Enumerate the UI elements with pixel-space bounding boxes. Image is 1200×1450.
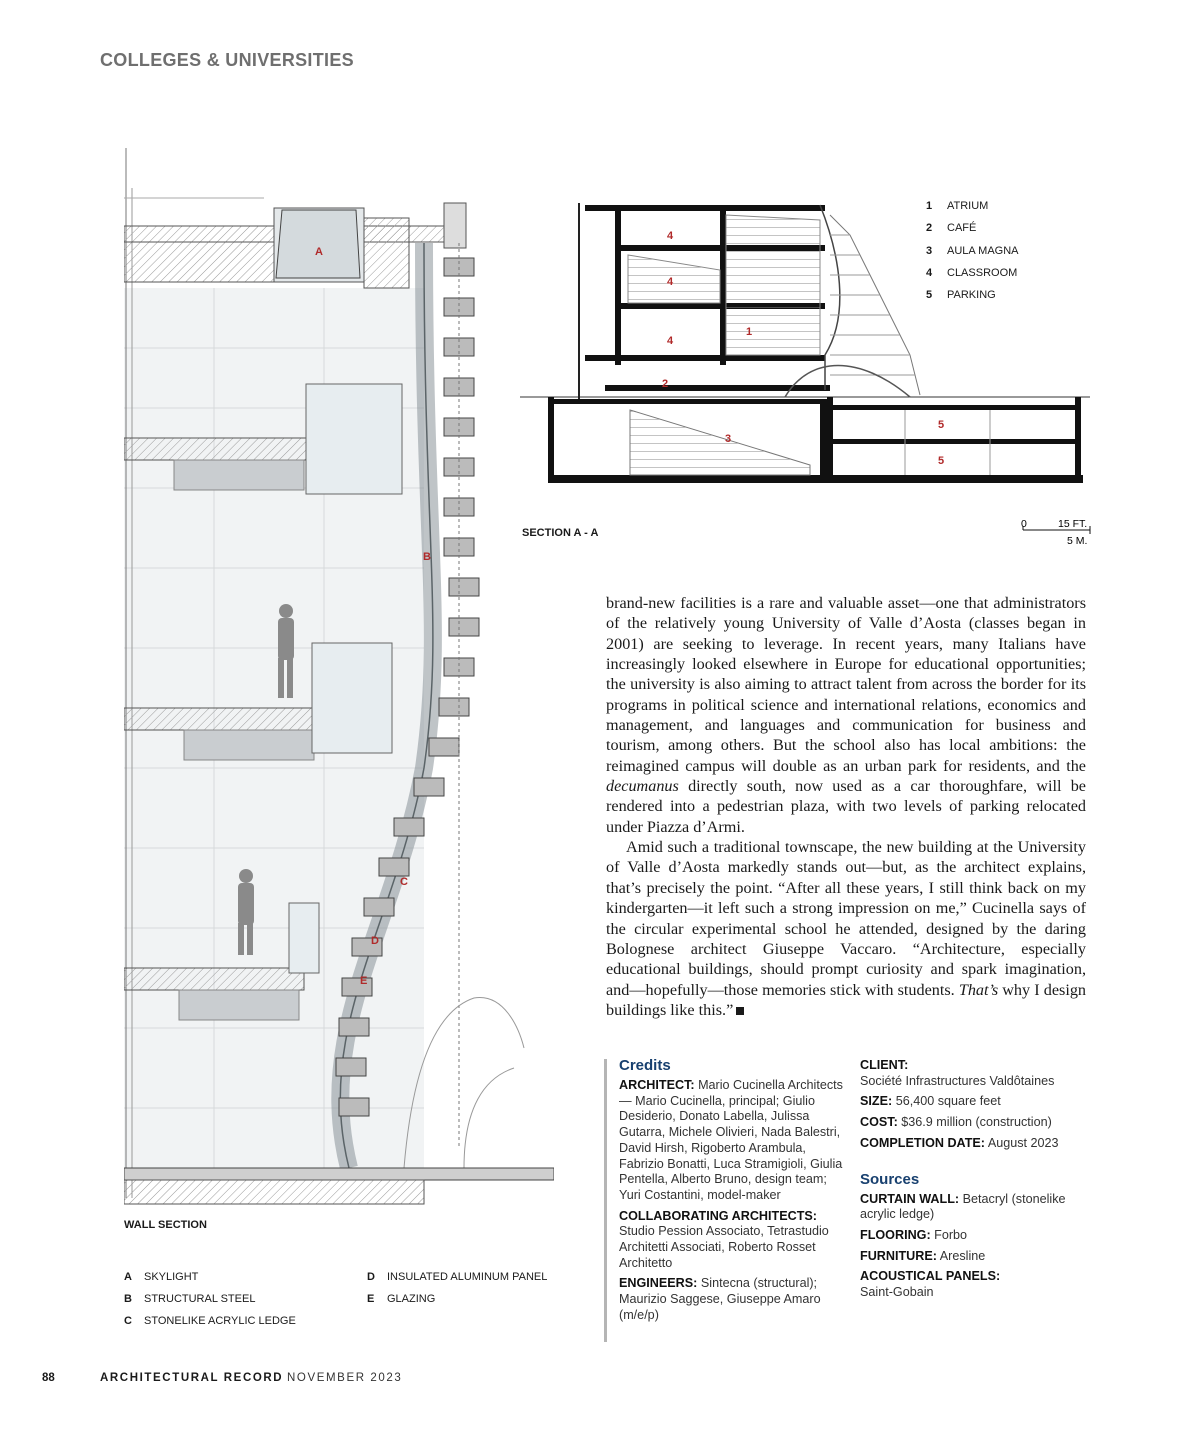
wall-section-caption: WALL SECTION xyxy=(124,1219,207,1231)
room-label-parking-upper: 5 xyxy=(938,419,945,431)
scale-zero: 0 xyxy=(1021,518,1027,530)
room-label-classroom-top: 4 xyxy=(667,230,674,242)
room-label-classroom-mid: 4 xyxy=(667,276,674,288)
credit-collaborating-architects: COLLABORATING ARCHITECTS: Studio Pession Associato, Tetrastudio Architetti Associati, Roberto Rosset Architetto xyxy=(619,1208,829,1270)
source-acoustical-panels: ACOUSTICAL PANELS: Saint-Gobain xyxy=(860,1269,1001,1300)
legend-item-insulated-aluminum-panel: D INSULATED ALUMINUM PANEL xyxy=(367,1271,548,1283)
room-label-cafe: 2 xyxy=(662,378,669,390)
marker-c: C xyxy=(400,876,408,888)
credit-size: SIZE: 56,400 square feet xyxy=(860,1094,1001,1109)
legend-item-stonelike-acrylic-ledge: C STONELIKE ACRYLIC LEDGE xyxy=(124,1315,296,1327)
marker-e: E xyxy=(360,975,368,987)
credit-completion-date: COMPLETION DATE: August 2023 xyxy=(860,1135,1059,1150)
section-header: COLLEGES & UNIVERSITIES xyxy=(100,50,354,70)
credit-cost: COST: $36.9 million (construction) xyxy=(860,1115,1052,1130)
end-mark-icon xyxy=(736,1007,744,1015)
legend-item-skylight: A SKYLIGHT xyxy=(124,1271,199,1283)
source-curtain-wall: CURTAIN WALL: Betacryl (stonelike acrylic ledge) xyxy=(860,1191,1066,1222)
source-flooring: FLOORING: Forbo xyxy=(860,1227,968,1242)
room-label-aula-magna: 3 xyxy=(725,433,732,445)
credit-engineers: ENGINEERS: Sintecna (structural); Maurizio Saggese, Giuseppe Amaro (m/e/p) xyxy=(619,1276,821,1322)
article-body xyxy=(606,593,1086,1020)
credits-divider xyxy=(604,1059,607,1342)
room-label-atrium: 1 xyxy=(746,326,753,338)
credits-left-column xyxy=(619,1056,844,1329)
room-label-classroom-low: 4 xyxy=(667,335,674,347)
legend-aula-magna: 3 AULA MAGNA xyxy=(926,244,1019,257)
credits-heading: Credits xyxy=(619,1057,671,1074)
wall-section-drawing xyxy=(124,148,554,1208)
source-furniture: FURNITURE: Aresline xyxy=(860,1248,986,1263)
marker-d: D xyxy=(371,935,379,947)
magazine-name: ARCHITECTURAL RECORD xyxy=(100,1372,284,1384)
article-paragraph-1: brand-new facilities is a rare and valuable asset—one that administrators of the relatively young University of Valle d’Aosta (classes began in 2001) are seeking to leverage. In recent years, many Italians have increasingly looked elsewhere in Europe for educational opportunities; the university is also aiming to attract talent from across the border for its programs in political science and international relations, economics and management, and languages and communication for business and tourism, among others. But the school also has local ambitions: the reimagined campus will double as an urban park for residents, and the decumanus directly south, now used as a car thoroughfare, will be rendered into a pedestrian plaza, with two levels of parking relocated under Piazza d’Armi. xyxy=(606,594,1086,836)
legend-classroom: 4 CLASSROOM xyxy=(926,266,1018,279)
legend-parking: 5 PARKING xyxy=(926,289,996,302)
article-paragraph-2: Amid such a traditional townscape, the new building at the University of Valle d’Aosta markedly stands out—but, as the architect explains, that’s precisely the point. “After all these years, I still think back on my kindergarten—it left such a strong impression on me,” Cucinella says of the circular experimental school he attended, designed by the daring Bolognese architect Giuseppe Vaccaro. “Architecture, especially educational buildings, should prompt curiosity and spark imagination, and—hopefully—those memories stick with students. That’s why I design buildings like this.” xyxy=(606,838,1087,1019)
marker-b: B xyxy=(423,551,431,563)
issue-date: NOVEMBER 2023 xyxy=(287,1372,403,1384)
credit-client: CLIENT: Société Infrastructures Valdôtaines xyxy=(860,1058,1055,1088)
scale-meters: 5 M. xyxy=(1067,535,1088,547)
sources-heading: Sources xyxy=(860,1170,920,1188)
legend-cafe: 2 CAFÉ xyxy=(926,222,977,235)
marker-a: A xyxy=(315,246,323,258)
section-aa-caption: SECTION A - A xyxy=(522,527,599,539)
scale-feet: 15 FT. xyxy=(1058,518,1088,530)
credits-right-column xyxy=(860,1056,1088,1306)
legend-item-glazing: E GLAZING xyxy=(367,1293,436,1305)
section-aa-legend xyxy=(926,198,1019,309)
room-label-parking-lower: 5 xyxy=(938,455,945,467)
legend-atrium: 1 ATRIUM xyxy=(926,200,989,212)
credit-architect: ARCHITECT: Mario Cucinella Architects — Mario Cucinella, principal; Giulio Desiderio, Donato Labella, Julissa Gutarra, Michele Olivieri, Nada Balestri, David Hirsh, Rigoberto Arambula, Fabrizio Bonatti, Luca Stramigioli, Giulia Pentella, Alberto Bruno, design team; Yuri Costantini, model-maker xyxy=(619,1078,843,1202)
legend-item-structural-steel: B STRUCTURAL STEEL xyxy=(124,1293,256,1305)
page-number: 88 xyxy=(42,1372,55,1384)
scale-bar xyxy=(1015,514,1095,550)
